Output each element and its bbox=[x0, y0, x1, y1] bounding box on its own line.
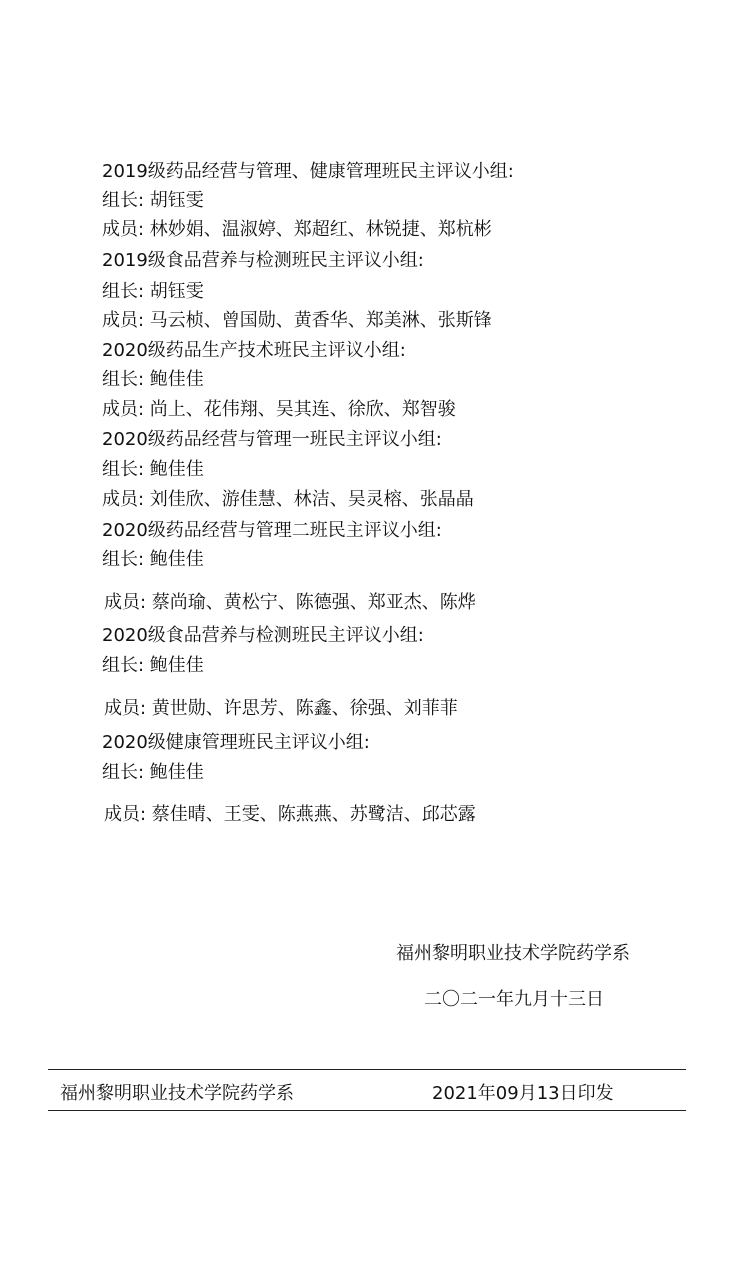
group-leader: 组长: 鲍佳佳 bbox=[102, 549, 204, 570]
group-heading-2020-pharma-production: 2020级药品生产技术班民主评议小组: bbox=[102, 340, 406, 361]
group-leader: 组长: 鲍佳佳 bbox=[102, 459, 204, 480]
signature-organization: 福州黎明职业技术学院药学系 bbox=[396, 943, 630, 964]
group-members: 成员: 蔡尚瑜、黄松宁、陈德强、郑亚杰、陈烨 bbox=[104, 592, 476, 613]
group-leader: 组长: 鲍佳佳 bbox=[102, 369, 204, 390]
group-members: 成员: 马云桢、曾国勋、黄香华、郑美淋、张斯锋 bbox=[102, 310, 492, 331]
footer-bottom-divider bbox=[48, 1110, 686, 1111]
group-leader: 组长: 胡钰雯 bbox=[102, 190, 204, 211]
group-heading-2020-food: 2020级食品营养与检测班民主评议小组: bbox=[102, 625, 424, 646]
group-members: 成员: 尚上、花伟翔、吴其连、徐欣、郑智骏 bbox=[102, 399, 456, 420]
group-heading-2020-health: 2020级健康管理班民主评议小组: bbox=[102, 732, 370, 753]
group-members: 成员: 黄世勋、许思芳、陈鑫、徐强、刘菲菲 bbox=[104, 698, 458, 719]
group-members: 成员: 刘佳欣、游佳慧、林洁、吴灵榕、张晶晶 bbox=[102, 489, 474, 510]
footer-top-divider bbox=[48, 1069, 686, 1070]
group-leader: 组长: 鲍佳佳 bbox=[102, 655, 204, 676]
group-members: 成员: 林妙娟、温淑婷、郑超红、林锐捷、郑杭彬 bbox=[102, 219, 492, 240]
group-leader: 组长: 鲍佳佳 bbox=[102, 762, 204, 783]
group-heading-2020-pharma-management-2: 2020级药品经营与管理二班民主评议小组: bbox=[102, 520, 442, 541]
group-members: 成员: 蔡佳晴、王雯、陈燕燕、苏鹭洁、邱芯露 bbox=[104, 804, 476, 825]
signature-date: 二〇二一年九月十三日 bbox=[424, 989, 604, 1010]
group-heading-2019-pharma-health: 2019级药品经营与管理、健康管理班民主评议小组: bbox=[102, 161, 514, 182]
group-leader: 组长: 胡钰雯 bbox=[102, 281, 204, 302]
footer-issue-date: 2021年09月13日印发 bbox=[432, 1083, 614, 1104]
group-heading-2019-food: 2019级食品营养与检测班民主评议小组: bbox=[102, 250, 424, 271]
group-heading-2020-pharma-management-1: 2020级药品经营与管理一班民主评议小组: bbox=[102, 429, 442, 450]
footer-organization: 福州黎明职业技术学院药学系 bbox=[60, 1083, 294, 1104]
